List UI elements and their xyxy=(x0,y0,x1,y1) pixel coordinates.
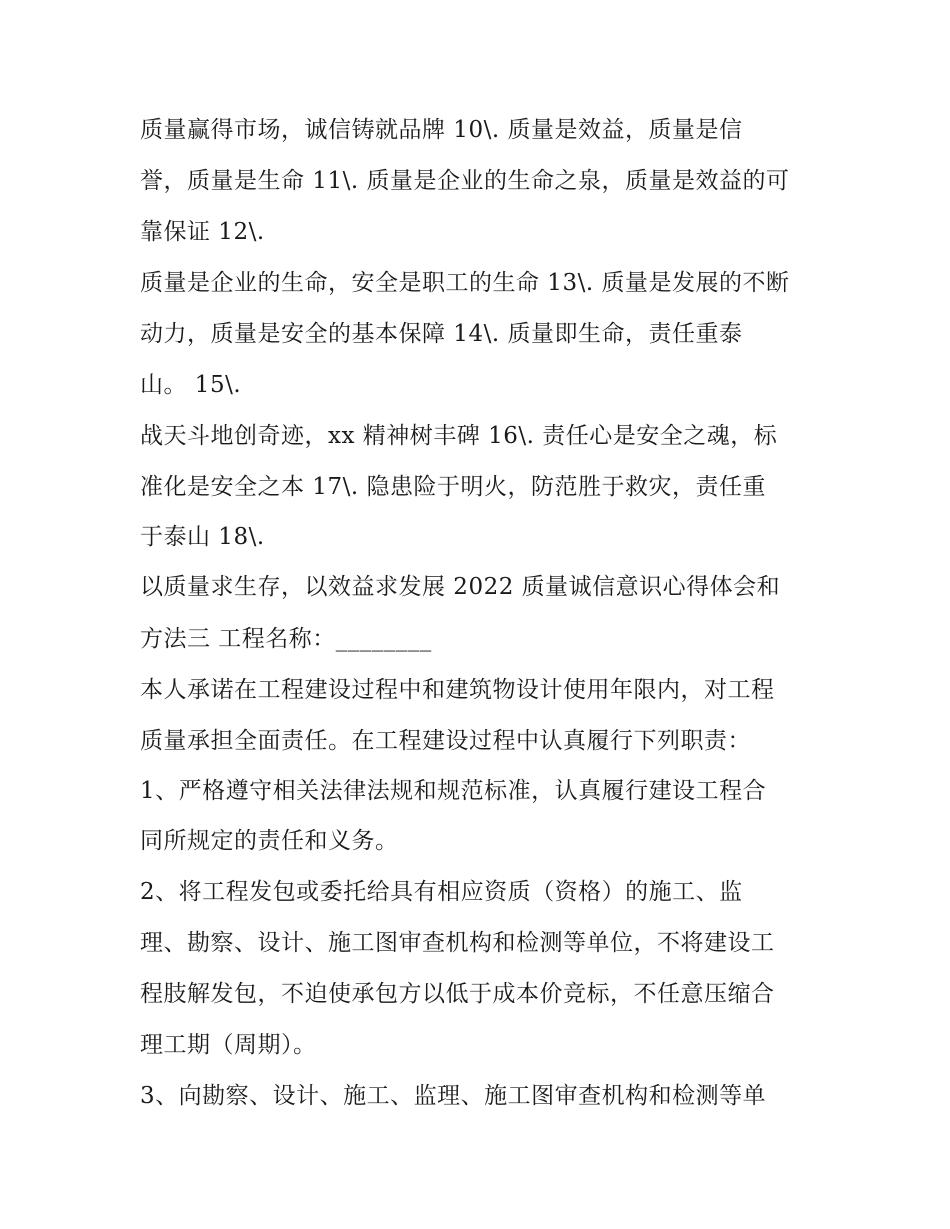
text-line-15: 同所规定的责任和义务。 xyxy=(140,828,399,854)
text-line-2: 誉，质量是生命 11\. 质量是企业的生命之泉，质量是效益的可 xyxy=(140,168,790,194)
text-line-16: 2、将工程发包或委托给具有相应资质（资格）的施工、监 xyxy=(140,879,743,905)
text-line-19: 理工期（周期）。 xyxy=(140,1032,317,1058)
text-line-8: 准化是安全之本 17\. 隐患险于明火，防范胜于救灾，责任重 xyxy=(140,474,766,500)
text-line-3: 靠保证 12\. xyxy=(140,219,265,245)
text-line-11: 方法三 工程名称：________ xyxy=(140,626,432,652)
text-line-6: 山。 15\. xyxy=(140,372,242,398)
text-line-9: 于泰山 18\. xyxy=(140,524,265,550)
text-line-4: 质量是企业的生命，安全是职工的生命 13\. 质量是发展的不断 xyxy=(140,270,790,296)
text-line-10: 以质量求生存，以效益求发展 2022 质量诚信意识心得体会和 xyxy=(140,574,781,600)
text-line-14: 1、严格遵守相关法律法规和规范标准，认真履行建设工程合 xyxy=(140,778,767,804)
text-line-5: 动力，质量是安全的基本保障 14\. 质量即生命，责任重泰 xyxy=(140,321,743,347)
text-line-7: 战天斗地创奇迹，xx 精神树丰碑 16\. 责任心是安全之魂，标 xyxy=(140,423,778,449)
text-line-18: 程肢解发包，不迫使承包方以低于成本价竞标，不任意压缩合 xyxy=(140,981,775,1007)
text-line-20: 3、向勘察、设计、施工、监理、施工图审查机构和检测等单 xyxy=(140,1083,767,1109)
text-line-17: 理、勘察、设计、施工图审查机构和检测等单位，不将建设工 xyxy=(140,930,775,956)
text-line-12: 本人承诺在工程建设过程中和建筑物设计使用年限内，对工程 xyxy=(140,677,775,703)
text-line-1: 质量赢得市场，诚信铸就品牌 10\. 质量是效益，质量是信 xyxy=(140,117,743,143)
text-line-13: 质量承担全面责任。在工程建设过程中认真履行下列职责： xyxy=(140,728,751,754)
